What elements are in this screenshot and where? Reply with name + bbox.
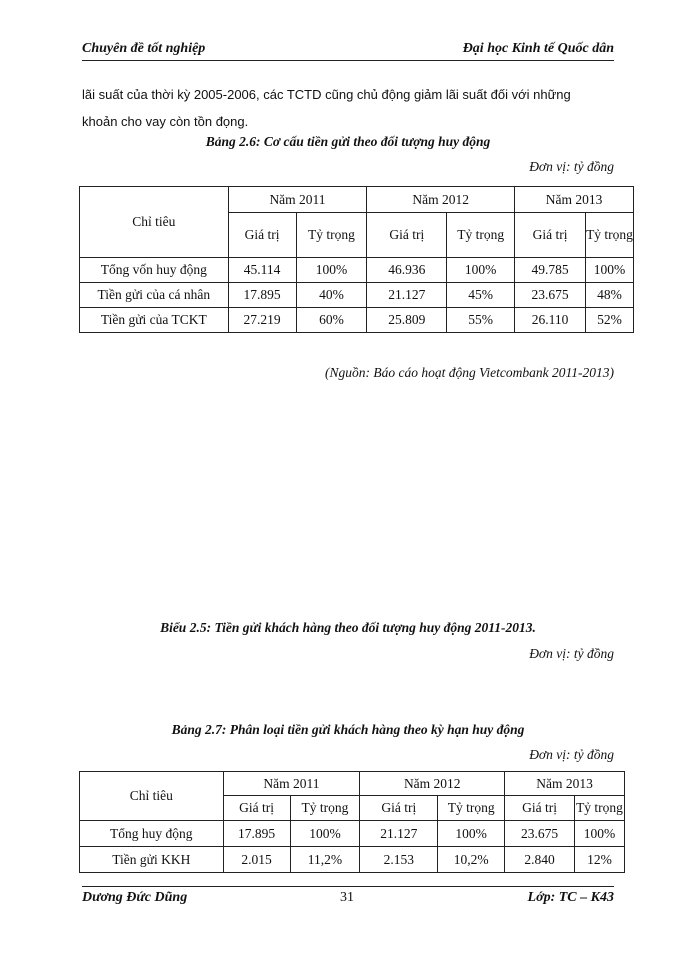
table-cell: 40% [296, 283, 367, 308]
table-cell: 45.114 [228, 258, 296, 283]
table-deposit-structure [79, 186, 634, 333]
table2-row-header: Chỉ tiêu [80, 772, 224, 821]
table2-subheader: Tỷ trọng [575, 796, 625, 821]
table-cell: 21.127 [360, 821, 438, 847]
table1-subheader: Tỷ trọng [296, 213, 367, 258]
table1-year-2013: Năm 2013 [515, 187, 634, 213]
table-cell: 23.675 [515, 283, 586, 308]
table2-subheader: Giá trị [360, 796, 438, 821]
table-cell: 100% [447, 258, 515, 283]
paragraph-line-2: khoản cho vay còn tồn đọng. [82, 114, 249, 129]
table2-unit: Đơn vị: tỷ đồng [529, 747, 614, 762]
table1-subheader: Giá trị [228, 213, 296, 258]
table2-subheader: Tỷ trọng [290, 796, 360, 821]
table-cell: 48% [586, 283, 634, 308]
page-footer [82, 886, 614, 911]
table-cell: 17.895 [228, 283, 296, 308]
table2-caption: Bảng 2.7: Phân loại tiền gửi khách hàng theo kỳ hạn huy động [171, 722, 525, 737]
table-cell: 10,2% [438, 847, 505, 873]
table-cell: 21.127 [367, 283, 447, 308]
table-cell: 60% [296, 308, 367, 333]
table2-year-2013: Năm 2013 [505, 772, 625, 796]
table1-unit: Đơn vị: tỷ đồng [529, 159, 614, 174]
row-label: Tổng vốn huy động [80, 258, 229, 283]
table-cell: 100% [586, 258, 634, 283]
table-row [80, 283, 634, 308]
table-cell: 12% [575, 847, 625, 873]
table-cell: 46.936 [367, 258, 447, 283]
table1-year-2012: Năm 2012 [367, 187, 515, 213]
header-left: Chuyên đề tốt nghiệp [82, 41, 206, 56]
table1-subheader: Giá trị [367, 213, 447, 258]
table-cell: 17.895 [223, 821, 290, 847]
table-cell: 2.153 [360, 847, 438, 873]
table-cell: 55% [447, 308, 515, 333]
table-cell: 100% [438, 821, 505, 847]
header-right: Đại học Kinh tế Quốc dân [462, 41, 614, 56]
table2-year-2012: Năm 2012 [360, 772, 505, 796]
page-number: 31 [340, 890, 354, 905]
chart-caption: Biểu 2.5: Tiền gửi khách hàng theo đối tượng huy động 2011-2013. [160, 620, 536, 635]
table-cell: 27.219 [228, 308, 296, 333]
table-cell: 49.785 [515, 258, 586, 283]
row-label: Tiền gửi KKH [80, 847, 224, 873]
row-label: Tiền gửi của TCKT [80, 308, 229, 333]
body-paragraph [82, 81, 614, 135]
table-cell: 52% [586, 308, 634, 333]
table2-year-2011: Năm 2011 [223, 772, 360, 796]
table1-subheader: Giá trị [515, 213, 586, 258]
table-cell: 2.840 [505, 847, 575, 873]
table-row [80, 821, 625, 847]
table-row [80, 847, 625, 873]
table-cell: 45% [447, 283, 515, 308]
chart-unit: Đơn vị: tỷ đồng [529, 646, 614, 661]
table-deposit-term [79, 771, 625, 873]
table-cell: 2.015 [223, 847, 290, 873]
table-cell: 100% [290, 821, 360, 847]
table1-row-header: Chỉ tiêu [80, 187, 229, 258]
table2-subheader: Tỷ trọng [438, 796, 505, 821]
page-header [82, 40, 614, 61]
row-label: Tiền gửi của cá nhân [80, 283, 229, 308]
footer-author: Dương Đức Dũng [82, 890, 188, 905]
table-cell: 100% [575, 821, 625, 847]
table1-caption: Bảng 2.6: Cơ cấu tiền gửi theo đối tượng huy động [205, 134, 491, 149]
table-cell: 23.675 [505, 821, 575, 847]
row-label: Tổng huy động [80, 821, 224, 847]
table1-subheader: Tỷ trọng [447, 213, 515, 258]
table-cell: 26.110 [515, 308, 586, 333]
table-row [80, 308, 634, 333]
table2-subheader: Giá trị [505, 796, 575, 821]
table1-source: (Nguồn: Báo cáo hoạt động Vietcombank 2011-2013) [325, 365, 614, 380]
footer-class: Lớp: TC – K43 [527, 890, 614, 905]
table2-subheader: Giá trị [223, 796, 290, 821]
table1-subheader: Tỷ trọng [586, 213, 634, 258]
table1-year-2011: Năm 2011 [228, 187, 367, 213]
paragraph-line-1: lãi suất của thời kỳ 2005-2006, các TCTD cũng chủ động giảm lãi suất đối với những [82, 87, 571, 102]
table-cell: 100% [296, 258, 367, 283]
table-cell: 25.809 [367, 308, 447, 333]
table-row [80, 258, 634, 283]
table-cell: 11,2% [290, 847, 360, 873]
